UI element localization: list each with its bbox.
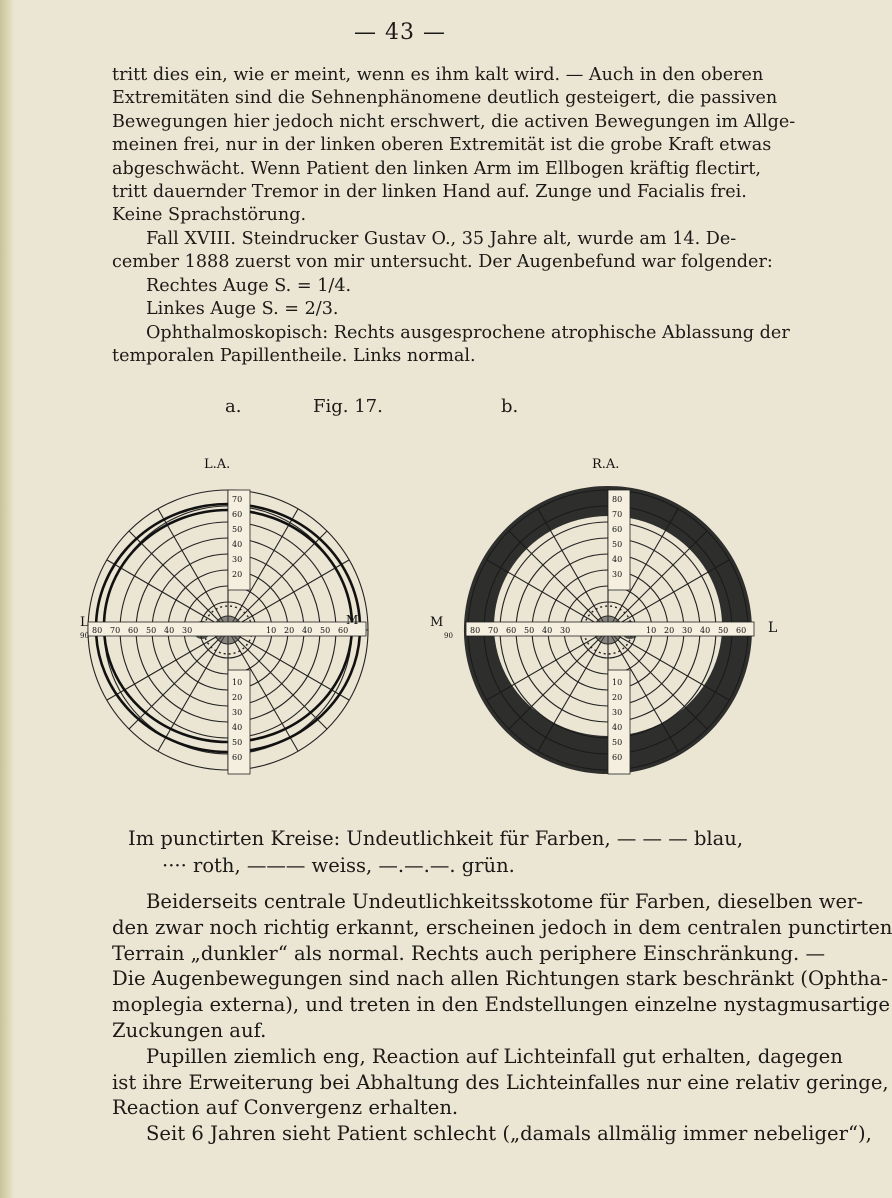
svg-text:60: 60	[612, 525, 623, 534]
svg-text:60: 60	[506, 626, 517, 635]
book-binding-edge	[0, 0, 14, 1198]
svg-text:50: 50	[232, 525, 243, 534]
legend-line-2: ···· roth, ——— weiss, —.—.—. grün.	[162, 854, 515, 877]
top-paragraph	[112, 64, 796, 228]
right-chart-side-right: L	[768, 620, 778, 636]
svg-text:30: 30	[232, 708, 243, 717]
svg-text:50: 50	[232, 738, 243, 747]
right-eye-visual-field-chart	[430, 440, 792, 780]
svg-text:80: 80	[612, 495, 623, 504]
left-chart-side-right: M	[346, 613, 359, 627]
svg-text:70: 70	[612, 510, 623, 519]
svg-text:60: 60	[736, 626, 747, 635]
text-line: tritt dies ein, wie er meint, wenn es ihm kalt wird. — Auch in den oberen	[112, 65, 764, 85]
legend-line-1: Im punctirten Kreise: Undeutlichkeit für Farben, — — — blau,	[128, 827, 744, 850]
svg-text:60: 60	[232, 510, 243, 519]
text-line: ist ihre Erweiterung bei Abhaltung des Lichteinfalles nur eine relativ geringe,	[112, 1070, 889, 1094]
left-eye-label: L.A.	[204, 457, 231, 472]
svg-text:60: 60	[338, 626, 349, 635]
text-line: Reaction auf Convergenz erhalten.	[112, 1096, 459, 1120]
text-line: Terrain „dunkler“ als normal. Rechts auch periphere Einschränkung. —	[112, 941, 826, 965]
svg-text:10: 10	[232, 678, 243, 687]
svg-text:40: 40	[542, 626, 553, 635]
case-heading-line: Fall XVIII. Steindrucker Gustav O., 35 Jahre alt, wurde am 14. De-	[146, 229, 737, 249]
figure-legend	[128, 825, 788, 879]
right-eye-acuity: Rechtes Auge S. = 1/4.	[146, 275, 352, 296]
text-line: meinen frei, nur in der linken oberen Extremität ist die grobe Kraft etwas	[112, 135, 772, 156]
text-line: cember 1888 zuerst von mir untersucht. Der Augenbefund war folgender:	[112, 252, 773, 273]
text-line: Keine Sprachstörung.	[112, 205, 307, 226]
svg-text:40: 40	[164, 626, 175, 635]
right-eye-label: R.A.	[592, 457, 620, 472]
svg-text:40: 40	[612, 555, 623, 564]
text-line: Extremitäten sind die Sehnenphänomene deutlich gesteigert, die passiven	[112, 88, 778, 109]
text-line: Pupillen ziemlich eng, Reaction auf Lichteinfall gut erhalten, dagegen	[146, 1044, 843, 1068]
svg-text:30: 30	[682, 626, 693, 635]
text-line: den zwar noch richtig erkannt, erscheinen jedoch in dem centralen punctirten	[112, 915, 892, 939]
text-line: tritt dauernder Tremor in der linken Hand auf. Zunge und Facialis frei.	[112, 182, 747, 203]
svg-text:50: 50	[612, 738, 623, 747]
text-line: Seit 6 Jahren sieht Patient schlecht („damals allmälig immer nebeliger“),	[146, 1122, 872, 1146]
left-chart-side-left-value: 90	[80, 632, 89, 640]
svg-text:40: 40	[700, 626, 711, 635]
case-paragraph	[112, 228, 792, 368]
svg-text:50: 50	[718, 626, 729, 635]
figure-label-a: a.	[225, 396, 242, 417]
right-chart-side-left: M	[430, 615, 444, 630]
svg-text:70: 70	[110, 626, 121, 635]
svg-text:70: 70	[232, 495, 243, 504]
text-line: moplegia externa), und treten in den Endstellungen einzelne nystagmusartige	[112, 993, 890, 1017]
text-line: Die Augenbewegungen sind nach allen Richtungen stark beschränkt (Ophtha-	[112, 967, 888, 991]
svg-text:60: 60	[232, 753, 243, 762]
right-chart-side-left-value: 90	[444, 632, 453, 640]
svg-text:20: 20	[612, 693, 623, 702]
text-line: Zuckungen auf.	[112, 1018, 267, 1042]
svg-text:80: 80	[92, 626, 103, 635]
svg-text:30: 30	[182, 626, 193, 635]
svg-text:50: 50	[146, 626, 157, 635]
svg-text:20: 20	[664, 626, 675, 635]
svg-text:60: 60	[128, 626, 139, 635]
svg-text:20: 20	[232, 693, 243, 702]
svg-text:50: 50	[320, 626, 331, 635]
text-line: abgeschwächt. Wenn Patient den linken Arm im Ellbogen kräftig flectirt,	[112, 158, 762, 179]
svg-text:60: 60	[612, 753, 623, 762]
svg-text:50: 50	[524, 626, 535, 635]
svg-text:70: 70	[488, 626, 499, 635]
svg-text:30: 30	[612, 570, 623, 579]
text-line: Ophthalmoskopisch: Rechts ausgesprochene atrophische Ablassung der	[146, 322, 790, 343]
bottom-paragraph	[112, 889, 892, 1147]
svg-text:30: 30	[612, 708, 623, 717]
page-number: — 43 —	[354, 20, 446, 45]
svg-text:20: 20	[232, 570, 243, 579]
svg-text:30: 30	[560, 626, 571, 635]
svg-text:10: 10	[266, 626, 277, 635]
figure-label-b: b.	[501, 396, 519, 417]
svg-text:10: 10	[612, 678, 623, 687]
figure-title: Fig. 17.	[313, 396, 383, 417]
svg-text:30: 30	[232, 555, 243, 564]
svg-text:20: 20	[284, 626, 295, 635]
svg-text:50: 50	[612, 540, 623, 549]
left-eye-acuity: Linkes Auge S. = 2/3.	[146, 299, 339, 320]
svg-text:40: 40	[232, 723, 243, 732]
left-chart-side-left: L	[80, 615, 89, 630]
left-eye-visual-field-chart	[80, 440, 362, 780]
svg-text:80: 80	[470, 626, 481, 635]
svg-text:40: 40	[232, 540, 243, 549]
text-line: Bewegungen hier jedoch nicht erschwert, die activen Bewegungen im Allge-	[112, 111, 796, 132]
svg-text:10: 10	[646, 626, 657, 635]
svg-text:40: 40	[302, 626, 313, 635]
text-line: Beiderseits centrale Undeutlichkeitsskotome für Farben, dieselben wer-	[146, 890, 864, 913]
text-line: temporalen Papillentheile. Links normal.	[112, 346, 476, 367]
svg-text:40: 40	[612, 723, 623, 732]
